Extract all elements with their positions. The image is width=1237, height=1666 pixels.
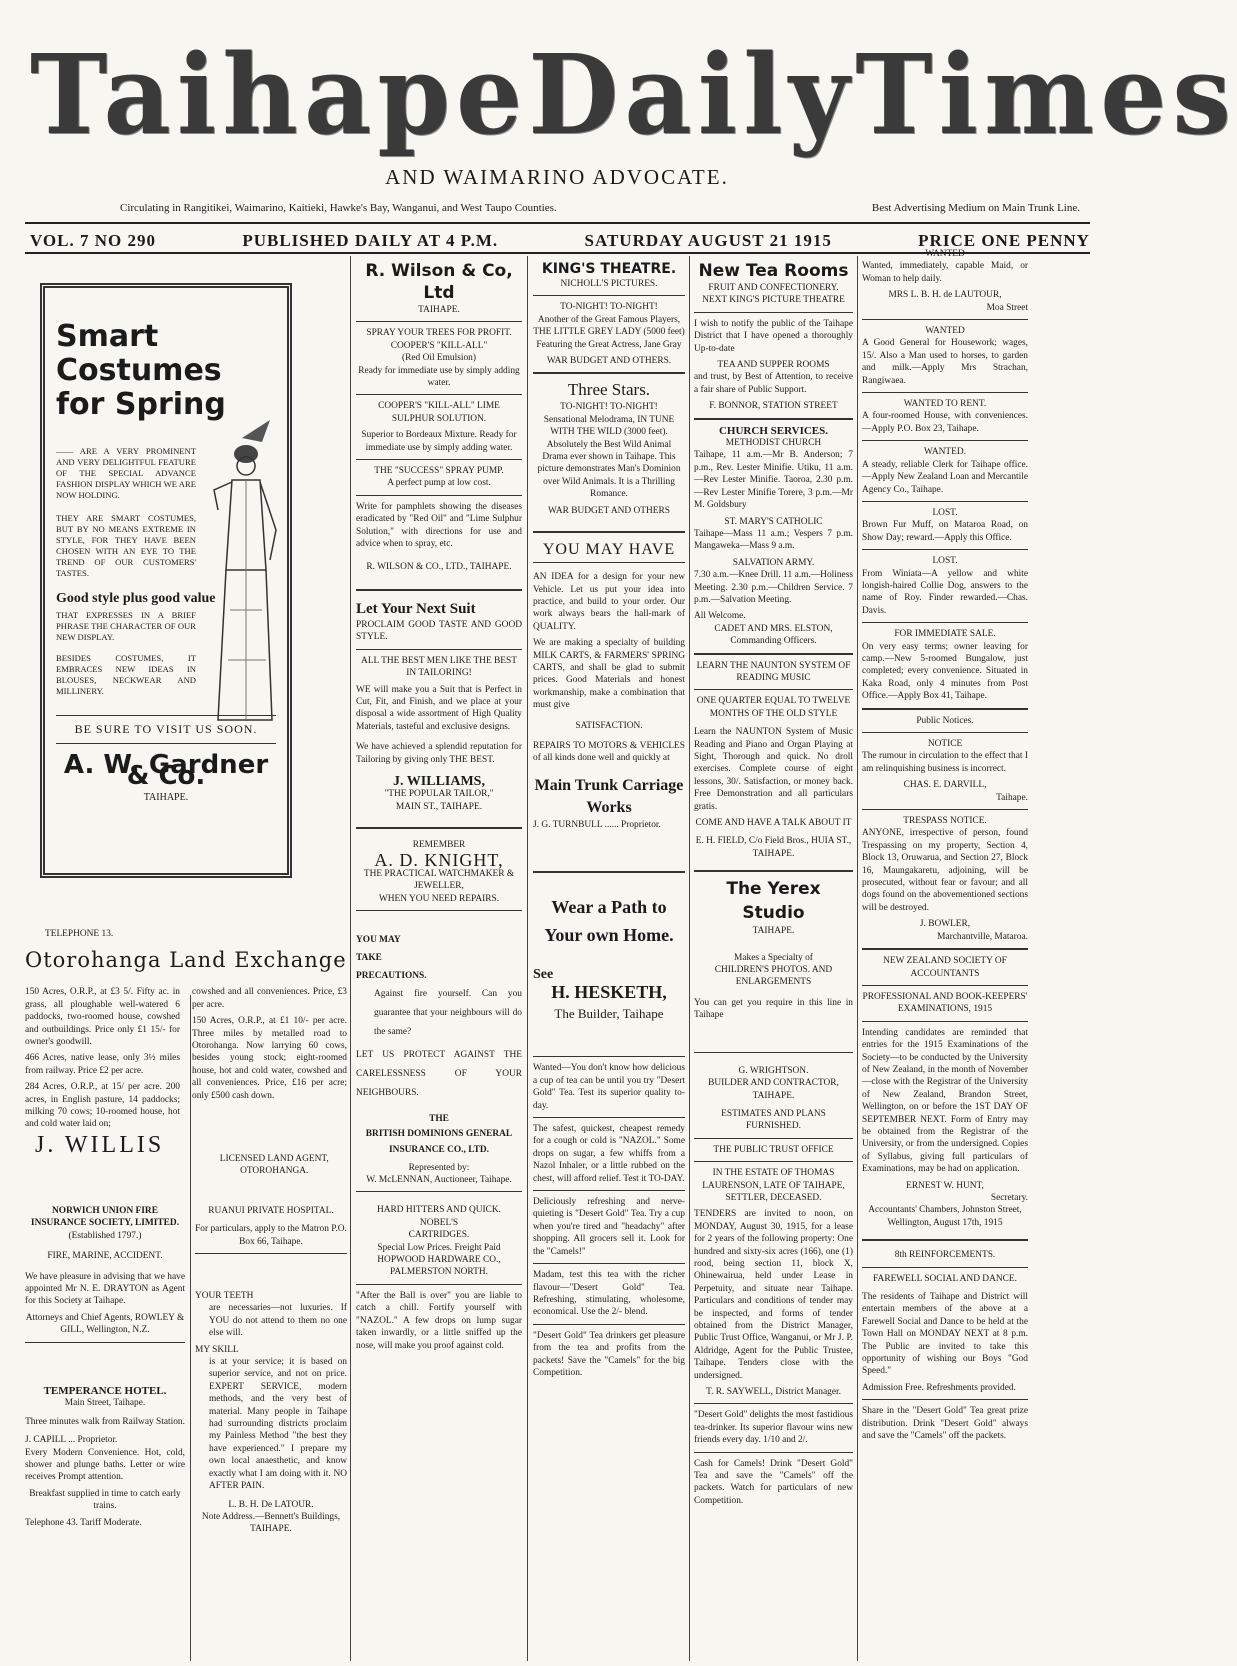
norwich-established: (Established 1797.): [68, 1230, 142, 1241]
circulation-text: Circulating in Rangitikei, Waimarino, Kaitieki, Hawke's Bay, Wanganui, and West Taupo Counties.: [120, 202, 557, 214]
column-rule: [350, 256, 351, 1661]
tearooms-name: F. BONNOR, STATION STREET: [709, 401, 838, 412]
trespass-body: ANYONE, irrespective of person, found Trespassing on my property, Section 4, Block 13, Oruwarua, and Section 27, Block 16, Maungakaretu, adjoining, will be prosecuted, without fear or favour; and all dogs found on the abovementioned sections will be destroyed.: [862, 828, 1028, 913]
accountants-title: NEW ZEALAND SOCIETY OF ACCOUNTANTS: [883, 956, 1007, 979]
williams-line: ALL THE BEST MEN LIKE THE BEST IN TAILORING!: [361, 655, 517, 679]
dentist-address: Note Address.—Bennett's Buildings, TAIHAPE.: [201, 1511, 341, 1535]
yerex-require: You can get you require in this line in Taihape: [694, 997, 853, 1021]
wrightson-trade: BUILDER AND CONTRACTOR, TAIHAPE.: [708, 1078, 839, 1101]
advert-medium-text: Best Advertising Medium on Main Trunk Line.: [871, 202, 1080, 214]
column-2: [356, 260, 522, 1356]
classified-body: A four-roomed House, with conveniences.—Apply P.O. Box 23, Taihape.: [862, 411, 1028, 434]
accountants-role: Secretary.: [990, 1193, 1028, 1203]
kings-tonight: TO-NIGHT! TO-NIGHT!: [560, 302, 658, 313]
hesketh-headline: Wear a Path to Your own Home.: [544, 897, 674, 946]
public-notices-heading: Public Notices.: [916, 715, 974, 726]
classified-heading: LOST.: [932, 556, 958, 567]
threestars-war: WAR BUDGET AND OTHERS: [548, 505, 670, 516]
classified-heading: WANTED.: [924, 447, 966, 458]
otorohanga-listing: 150 Acres, O.R.P., at £3 5/. Fifty ac. in grass, all ploughable well-watered 6 paddocks, two-roomed house, cowshed and outbuildings. Price only £1 15/- for owner's goodwill.: [25, 987, 180, 1048]
norwich-agents: Attorneys and Chief Agents, ROWLEY & GILL, Wellington, N.Z.: [25, 1312, 185, 1336]
church-officers: CADET AND MRS. ELSTON, Commanding Officers.: [714, 623, 833, 647]
gardner-para-4: BESIDES COSTUMES, IT EMBRACES NEW IDEAS IN BLOUSES, NECKWEAR AND MILLINERY.: [56, 653, 196, 696]
norwich-body: We have pleasure in advising that we have appointed Mr N. E. DRAYTON as Agent for this Society at Taihape.: [25, 1271, 185, 1307]
turnbull-para-3: SATISFACTION.: [575, 720, 643, 731]
publictrust-body: TENDERS are invited to noon, on MONDAY, August 30, 1915, for a lease for 2 years of the following property: One hundred and sixty-six acres (166), one (1) rood, being section 11, block X, Ohinewairua, held under Lease in Perpetuity, and situate near Taihape. Particulars and conditions of tender may be inspected, and forms of tender obtained from the District Manager, Public Trust Office, Wanganui, or Mr J. P. Aldridge, Agent for the Public Trustee, Taihape. Tenders close with the undersigned.: [694, 1209, 853, 1381]
tearooms-rooms: TEA AND SUPPER ROOMS: [717, 360, 830, 371]
hesketh-see: See: [533, 967, 554, 983]
temperance-ad: [25, 1385, 185, 1529]
publictrust-title: THE PUBLIC TRUST OFFICE: [713, 1144, 834, 1155]
desert-gold-ad: Cash for Camels! Drink "Desert Gold" Tea and save the "Camels" off the packets. Watch for particulars of new Competition.: [694, 1458, 853, 1506]
gardner-headline: Smart Costumes for Spring: [56, 319, 226, 422]
published-note: PUBLISHED DAILY AT 4 P.M.: [242, 231, 499, 250]
naunton-come: COME AND HAVE A TALK ABOUT IT: [695, 818, 852, 829]
notice-town: Taihape.: [996, 792, 1028, 803]
classified-body: On very easy terms; owner leaving for camp.—New 5-roomed Bungalow, just completed; every convenience. Situated in Kaka Road, only 4 minutes from Post Office.—Apply Box 41, Taihape.: [862, 641, 1028, 702]
wilson-line: A perfect pump at low cost.: [387, 478, 491, 489]
yerex-body: Makes a Specialty of CHILDREN'S PHOTOS. AND ENLARGEMENTS: [714, 952, 833, 988]
williams-tag: "THE POPULAR TAILOR,": [384, 789, 494, 800]
kings-war: WAR BUDGET AND OTHERS.: [546, 356, 672, 367]
church-salvation-times: 7.30 a.m.—Knee Drill. 11 a.m.—Holiness Meeting. 2.30 p.m.—Children Service. 7 p.m.—Salvation Meeting.: [694, 570, 853, 605]
norwich-ad: [25, 1205, 185, 1348]
turnbull-works: Main Trunk Carriage Works: [534, 776, 684, 816]
threestars-body: Sensational Melodrama, IN TUNE WITH THE WILD (3000 feet). Absolutely the Best Wild Animal Drama ever shown in Taihape. This picture demonstrates Man's Dominion over Wild Animals. It is a Thrilling Romance.: [537, 414, 681, 500]
trespass-place: Marchantville, Mataroa.: [937, 931, 1028, 942]
column-3: [533, 260, 685, 1383]
accountants-sub: PROFESSIONAL AND BOOK-KEEPERS' EXAMINATIONS, 1915: [862, 991, 1028, 1015]
reinforcements-admission: Admission Free. Refreshments provided.: [862, 1382, 1016, 1393]
otorohanga-ad: [25, 928, 350, 1178]
church-salvation: SALVATION ARMY.: [732, 557, 815, 568]
temperance-walk: Three minutes walk from Railway Station.: [25, 1416, 185, 1427]
naunton-title: LEARN THE NAUNTON SYSTEM OF READING MUSIC: [696, 660, 851, 683]
dentist-ad: [195, 1290, 347, 1536]
classified-body: A Good General for Housework; wages, 15/. Also a Man used to horses, to garden and milk.—Apply Mrs Strachan, Rangiwaea.: [862, 338, 1028, 386]
publictrust-name: T. R. SAYWELL, District Manager.: [706, 1387, 841, 1398]
classified-name: MRS L. B. H. de LAUTOUR,: [888, 290, 1002, 301]
masthead-word-2: Daily: [528, 29, 856, 160]
column-4: [694, 260, 853, 1511]
column-rule: [689, 256, 690, 1661]
desert-gold-ad: Wanted—You don't know how delicious a cup of tea can be until you try "Desert Gold" Tea. Test its superior quality to-day.: [533, 1063, 685, 1111]
british-name: BRITISH DOMINIONS GENERAL INSURANCE CO., LTD.: [365, 1128, 513, 1155]
column-5: [862, 248, 1028, 1447]
tearooms-title: New Tea Rooms: [698, 261, 849, 281]
dentist-para-1: are necessaries—not luxuries. If YOU do not attend to them no one else will.: [209, 1303, 347, 1339]
masthead-rule-top: [25, 222, 1090, 224]
british-heading-1: YOU MAY: [356, 935, 401, 946]
masthead-word-3: Times: [855, 29, 1237, 160]
accountants-address: Accountants' Chambers, Johnston Street, Wellington, August 17th, 1915: [868, 1205, 1022, 1228]
desert-gold-ad: "Desert Gold" Tea drinkers get pleasure from the tea and profits from the packets! Save the "Camels" for the big Competition.: [533, 1330, 685, 1378]
church-catholic: ST. MARY'S CATHOLIC: [724, 516, 823, 527]
tearooms-next: NEXT KING'S PICTURE THEATRE: [702, 295, 845, 306]
trespass-heading: TRESPASS NOTICE.: [903, 816, 987, 827]
otorohanga-listing: 466 Acres, native lease, only 3½ miles from railway. Price £2 per acre.: [25, 1053, 180, 1076]
williams-line: We have achieved a splendid reputation for Tailoring by giving only THE BEST.: [356, 742, 522, 765]
church-catholic-times: Taihape—Mass 11 a.m.; Vespers 7 p.m. Mangaweka—Mass 9 a.m.: [694, 528, 853, 552]
ruanui-title: RUANUI PRIVATE HOSPITAL.: [208, 1206, 334, 1216]
desert-gold-ad: Deliciously refreshing and nerve-quieting is "Desert Gold" Tea. Try a cup when you're tired and "headachy" after shopping. All grocers sell it. Look for the "Camels!": [533, 1197, 685, 1257]
norwich-title: NORWICH UNION FIRE INSURANCE SOCIETY, LIMITED.: [30, 1206, 180, 1229]
reinforcements-sub: FAREWELL SOCIAL AND DANCE.: [873, 1273, 1017, 1284]
church-methodist-times: Taihape, 11 a.m.—Mr B. Anderson; 7 p.m., Rev. Lester Minifie. Utiku, 11 a.m.—Rev Lester Minifie. Taoroa, 2.30 p.m.—Rev Lester Minifie Torere, 3 p.m.—Mr M. Goldsbury: [694, 450, 853, 511]
turnbull-proprietor: J. G. TURNBULL ...... Proprietor.: [533, 819, 661, 830]
masthead-word-1: Taihape: [30, 29, 529, 160]
british-para-2: LET US PROTECT AGAINST THE CARELESSNESS OF YOUR NEIGHBOURS.: [356, 1050, 522, 1099]
williams-line: PROCLAIM GOOD TASTE AND GOOD STYLE.: [356, 619, 522, 643]
dentist-heading-1: YOUR TEETH: [195, 1291, 254, 1301]
williams-line: WE will make you a Suit that is Perfect in Cut, Fit, and Finish, and we place at your disposal a wide assortment of High Quality Materials, tasteful and exclusive designs.: [356, 684, 522, 732]
dentist-para-2: is at your service; it is based on superior service, and not on price. EXPERT SERVICE, modern methods, and the very best of material. Many people in Taihape had surrounding districts proclaim my Painless Method "the best they have experienced." I prepare my own local anaesthetic, and know exactly what I am doing with it. NO AFTER PAIN.: [209, 1357, 347, 1492]
nazol-ad-1: "After the Ball is over" you are liable to catch a chill. Fortify yourself with "NAZOL." A few drops on lump sugar taken inwardly, or a little sniffed up the nose, will make you proof against cold.: [356, 1290, 522, 1351]
williams-name: J. WILLIAMS,: [393, 773, 485, 789]
temperance-street: Main Street, Taihape.: [64, 1398, 146, 1409]
gardner-visit: BE SURE TO VISIT US SOON.: [74, 722, 258, 736]
otorohanga-title: Otorohanga Land Exchange: [25, 948, 347, 973]
desert-gold-ad: "Desert Gold" delights the most fastidious tea-drinker. Its superior flavour wins new friends every day. 1/10 and 2/.: [694, 1410, 853, 1446]
dentist-heading-2: MY SKILL: [195, 1344, 239, 1355]
classified-heading: WANTED TO RENT.: [903, 399, 987, 410]
tearooms-trust: and trust, by Best of Attention, to receive a fair share of Public Support.: [694, 372, 853, 395]
gardner-para-2: THEY ARE SMART COSTUMES, BUT BY NO MEANS EXTREME IN STYLE, FOR THEY HAVE BEEN CHOSEN WITH AN EYE TO THE TREND OF OUR CUSTOMERS' TASTES.: [56, 513, 196, 578]
accountants-name: ERNEST W. HUNT,: [906, 1180, 984, 1191]
british-agent: W. McLENNAN, Auctioneer, Taihape.: [366, 1175, 512, 1186]
circulation-line: [120, 202, 1080, 214]
dentist-name: L. B. H. De LATOUR.: [228, 1499, 314, 1510]
classified-body: Wanted, immediately, capable Maid, or Woman to help daily.: [862, 261, 1028, 284]
british-heading-2: TAKE: [356, 953, 382, 964]
wilson-line: THE "SUCCESS" SPRAY PUMP.: [374, 466, 504, 477]
nazol-ad-2: The safest, quickest, cheapest remedy for a cough or cold is "NAZOL." Some drops on sugar, a few whiffs from a Nazol Inhaler, or a little rubbed on the chest, will afford relief. Test it TO-DAY.: [533, 1124, 685, 1184]
temperance-proprietor: J. CAPILL ... Proprietor.: [25, 1435, 118, 1446]
naunton-body: Learn the NAUNTON System of Music Reading and Piano and Organ Playing at Sight, Thorough and quick. No droll exercises. Complete course of eight lessons, 30/. Satisfaction, or money back. Free Demonstration and all particulars gratis.: [694, 727, 853, 812]
classified-heading: WANTED: [925, 249, 965, 259]
hopwood-line: HARD HITTERS AND QUICK.: [377, 1205, 501, 1216]
wilson-line: COOPER'S "KILL-ALL" LIME SULPHUR SOLUTION.: [378, 401, 500, 424]
fashion-figure-illustration: [200, 420, 290, 740]
british-rep: Represented by:: [408, 1162, 470, 1173]
wrightson-estimates: ESTIMATES AND PLANS FURNISHED.: [721, 1108, 826, 1132]
church-title: CHURCH SERVICES.: [718, 424, 829, 437]
temperance-breakfast: Breakfast supplied in time to catch early trains.: [29, 1488, 181, 1512]
williams-address: MAIN ST., TAIHAPE.: [395, 801, 483, 812]
trespass-name: J. BOWLER,: [919, 919, 971, 930]
desert-gold-ad: Madam, test this tea with the richer flavour—"Desert Gold" Tea. Refreshing, stimulating, wholesome, economical. Use the 2/- blend.: [533, 1270, 685, 1318]
masthead-subtitle: AND WAIMARINO ADVOCATE.: [385, 165, 729, 189]
turnbull-para-2: We are making a specialty of building MILK CARTS, & FARMERS' SPRING CARTS, and shall be glad to submit prices. Good Materials and honest workmanship, make a combination that must give: [533, 638, 685, 711]
reinforcements-title: 8th REINFORCEMENTS.: [894, 1250, 996, 1261]
knight-line: WHEN YOU NEED REPAIRS.: [378, 893, 500, 904]
accountants-body: Intending candidates are reminded that entries for the 1915 Examinations of the Society—to be conducted by the University of New Zealand, in the month of November—close with the Registrar of the University of New Zealand, Brandon Street, Wellington, on or before the 1ST DAY OF SEPTEMBER NEXT. Form of Entry may be obtained from the Registrar of the University, or from the undersigned. Copies of Syllabus, giving full particulars of Examinations, may be had on application.: [862, 1027, 1028, 1175]
wilson-line: (Red Oil Emulsion): [402, 353, 476, 364]
temperance-title: TEMPERANCE HOTEL.: [43, 1385, 167, 1397]
naunton-sub: ONE QUARTER EQUAL TO TWELVE MONTHS OF THE OLD STYLE: [696, 696, 851, 719]
otorohanga-listing: 284 Acres, O.R.P., at 15/ per acre. 200 acres, in English pasture, 14 paddocks; milking 70 cows; 10-roomed house, hot and cold water laid on;: [25, 1082, 180, 1130]
kings-sub: NICHOLL'S PICTURES.: [560, 279, 658, 289]
masthead-title: [30, 20, 1237, 170]
williams-title: Let Your Next Suit: [356, 600, 476, 617]
wilson-title: R. Wilson & Co, Ltd: [365, 261, 513, 303]
column-rule: [857, 256, 858, 1661]
ruanui-ad: [195, 1205, 347, 1259]
classified-heading: FOR IMMEDIATE SALE.: [894, 629, 996, 640]
british-para-1: Against fire yourself. Can you guarantee that your neighbours will do the same?: [374, 989, 522, 1038]
wilson-line: Write for pamphlets showing the diseases eradicated by "Red Oil" and "Lime Sulphur Solution," with directions for use and advice when to spray, etc.: [356, 501, 522, 550]
hopwood-line: NOBEL'S: [419, 1217, 459, 1228]
turnbull-title: YOU MAY HAVE: [533, 538, 685, 563]
church-welcome: All Welcome.: [694, 611, 746, 622]
price: PRICE ONE PENNY: [918, 231, 1090, 250]
yerex-town: TAIHAPE.: [752, 926, 795, 937]
otorohanga-listing: cowshed and all conveniences. Price, £3 per acre.: [192, 987, 347, 1010]
wilson-line: COOPER'S "KILL-ALL": [390, 340, 488, 351]
wilson-town: TAIHAPE.: [418, 305, 460, 315]
notice-name: CHAS. E. DARVILL,: [903, 780, 987, 791]
threestars-tonight: TO-NIGHT! TO-NIGHT!: [560, 402, 658, 413]
hesketh-name: H. HESKETH,: [551, 981, 667, 1002]
tearooms-body: I wish to notify the public of the Taihape District that I have opened a thoroughly Up-to-date: [694, 318, 853, 354]
gardner-para-1: —— ARE A VERY PROMINENT AND VERY DELIGHTFUL FEATURE OF THE SPECIAL ADVANCE FASHION DISPLAY WHICH WE ARE NOW HOLDING.: [56, 446, 196, 500]
turnbull-para-4: REPAIRS TO MOTORS & VEHICLES of all kinds done well and quickly at: [533, 740, 685, 764]
wilson-line: Superior to Bordeaux Mixture. Ready for immediate use by simply adding water.: [361, 430, 517, 453]
otorohanga-agent: J. WILLIS: [35, 1131, 165, 1158]
wilson-line: Ready for immediate use by simply adding water.: [358, 365, 520, 389]
threestars-title: Three Stars.: [567, 380, 651, 400]
otorohanga-telephone: TELEPHONE 13.: [45, 929, 114, 939]
classified-address: Moa Street: [986, 302, 1028, 313]
wrightson-name: G. WRIGHTSON.: [738, 1065, 809, 1076]
hopwood-line: CARTRIDGES.: [408, 1230, 470, 1241]
gardner-firm: A. W. Gardner & Co.: [63, 750, 269, 791]
desert-gold-ad: Share in the "Desert Gold" Tea great prize distribution. Drink "Desert Gold" always and save the "Camels" off the packets.: [862, 1406, 1028, 1442]
classified-heading: LOST.: [932, 507, 958, 518]
notice-heading: NOTICE: [927, 739, 963, 749]
publictrust-estate: IN THE ESTATE OF THOMAS LAURENSON, LATE OF TAIHAPE, SETTLER, DECEASED.: [702, 1168, 845, 1203]
gardner-subhead: Good style plus good value: [56, 591, 216, 606]
knight-remember: REMEMBER: [412, 840, 466, 851]
temperance-body: Every Modern Convenience. Hot, cold, shower and plunge baths. Letter or wire receives Prompt attention.: [25, 1447, 185, 1483]
knight-line: THE PRACTICAL WATCHMAKER & JEWELLER,: [363, 869, 515, 892]
gardner-town: TAIHAPE.: [143, 792, 189, 803]
classified-body: From Winiata—A yellow and white longish-haired Collie Dog, answers to the name of Roy. Finder rewarded.—Chas. Davis.: [862, 568, 1028, 616]
yerex-title: The Yerex Studio: [726, 879, 821, 924]
reinforcements-body: The residents of Taihape and District will entertain members of the above at a Farewell Social and Dance to be held at the Town Hall on MONDAY NEXT at 8 p.m. The Public are invited to take this opportunity of wishing our Boys "God Speed.": [862, 1292, 1028, 1377]
kings-body: Another of the Great Famous Players, THE LITTLE GREY LADY (5000 feet) Featuring the Great Actress, Jane Gray: [533, 314, 685, 350]
norwich-lines: FIRE, MARINE, ACCIDENT.: [47, 1251, 163, 1262]
british-heading-3: PRECAUTIONS.: [356, 971, 427, 982]
volume-number: VOL. 7 NO 290: [30, 231, 156, 250]
kings-title: KING'S THEATRE.: [541, 261, 677, 277]
issue-date: SATURDAY AUGUST 21 1915: [584, 231, 832, 250]
notice-body: The rumour in circulation to the effect that I am relinquishing business is incorrect.: [862, 751, 1028, 774]
knight-name: A. D. KNIGHT,: [374, 849, 504, 870]
otorohanga-listing: 150 Acres, O.R.P., at £1 10/- per acre. Three miles by metalled road to Otorohanga. Now larrying 60 cows, besides young stock; eight-roomed house, hot and cold water, cowshed and all conveniences. Price, £16 per acre; only £500 cash down.: [192, 1016, 347, 1101]
hopwood-line: HOPWOOD HARDWARE CO., PALMERSTON NORTH.: [377, 1255, 501, 1278]
classified-body: Brown Fur Muff, on Mataroa Road, on Show Day; reward.—Apply this Office.: [862, 520, 1028, 543]
hesketh-trade: The Builder, Taihape: [554, 1006, 664, 1021]
gardner-para-3: THAT EXPRESSES IN A BRIEF PHRASE THE CHARACTER OF OUR NEW DISPLAY.: [56, 610, 196, 642]
wilson-line: R. WILSON & CO., LTD., TAIHAPE.: [366, 561, 512, 572]
column-rule: [527, 256, 528, 1661]
tearooms-sub: FRUIT AND CONFECTIONERY.: [708, 283, 839, 293]
classified-heading: WANTED: [925, 326, 965, 337]
otorohanga-agent-title: LICENSED LAND AGENT, OTOROHANGA.: [219, 1153, 329, 1177]
hopwood-line: Special Low Prices. Freight Paid: [377, 1242, 501, 1253]
church-methodist: METHODIST CHURCH: [725, 438, 822, 449]
turnbull-para-1: AN IDEA for a design for your new Vehicle. Let us put your idea into practice, and build to your order. Our work always bears the hall-mark of QUALITY.: [533, 572, 685, 632]
ruanui-body: For particulars, apply to the Matron P.O. Box 66, Taihape.: [195, 1224, 347, 1247]
british-the: THE: [429, 1114, 449, 1125]
temperance-phone: Telephone 43. Tariff Moderate.: [25, 1517, 142, 1528]
naunton-name: E. H. FIELD, C/o Field Bros., HUIA ST., TAIHAPE.: [695, 836, 852, 859]
classified-body: A steady, reliable Clerk for Taihape office.—Apply New Zealand Loan and Mercantile Agency Co., Taihape.: [862, 459, 1028, 495]
wilson-line: SPRAY YOUR TREES FOR PROFIT.: [366, 328, 512, 339]
